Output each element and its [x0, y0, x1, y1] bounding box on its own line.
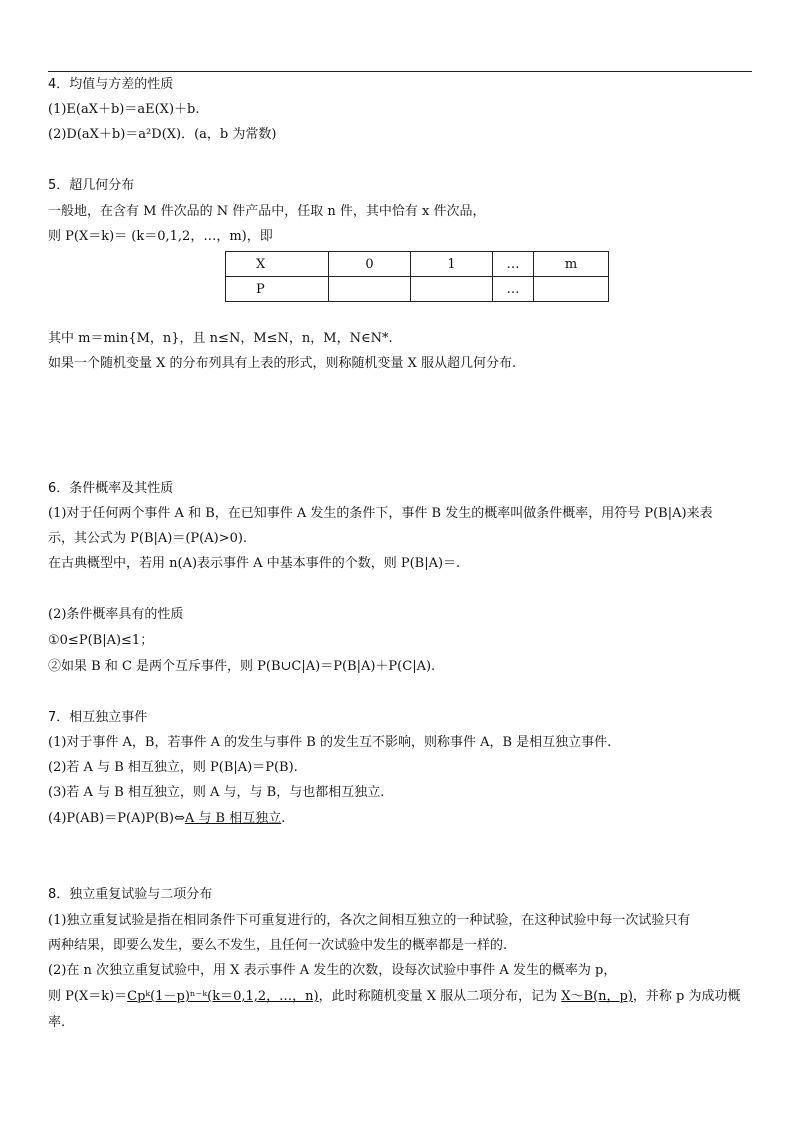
s6-line-5: ①0≤P(B|A)≤1；	[48, 633, 154, 648]
section-7-title: 7．相互独立事件	[48, 710, 148, 725]
s6-line-1: (1)对于任何两个事件 A 和 B，在已知事件 A 发生的条件下，事件 B 发生的概率叫做条件概率，用符号 P(B|A)来表	[48, 506, 713, 521]
table-cell	[329, 277, 411, 302]
distribution-table	[225, 251, 609, 302]
s8-line-2: 两种结果，即要么发生，要么不发生，且任何一次试验中发生的概率都是一样的.	[48, 938, 508, 953]
table-cell: …	[493, 277, 534, 302]
s7-line-4	[48, 810, 285, 828]
table-row	[226, 252, 609, 277]
s6-line-2: 示，其公式为 P(B|A)＝(P(A)>0).	[48, 531, 248, 546]
table-cell: P	[226, 277, 329, 302]
s5-line-2: 则 P(X＝k)＝ (k＝0,1,2，…，m)，即	[48, 229, 273, 244]
s5-line-4: 如果一个随机变量 X 的分布列具有上表的形式，则称随机变量 X 服从超几何分布.	[48, 356, 517, 371]
table-cell: 1	[411, 252, 493, 277]
s8-line-4-start: 则 P(X＝k)＝	[48, 989, 128, 1004]
s7-line-3: (3)若 A 与 B 相互独立，则 A 与，与 B，与也都相互独立.	[48, 785, 385, 800]
s7-line-1: (1)对于事件 A，B，若事件 A 的发生与事件 B 的发生互不影响，则称事件 A，B 是相互独立事件.	[48, 735, 612, 750]
section-4-title: 4．均值与方差的性质	[48, 77, 174, 92]
s5-line-3: 其中 m＝min{M，n}，且 n≤N，M≤N，n，M，N∈N*.	[48, 331, 393, 346]
table-cell: X	[226, 252, 329, 277]
section-5-title: 5．超几何分布	[48, 178, 135, 193]
table-row	[226, 277, 609, 302]
s6-line-4: (2)条件概率具有的性质	[48, 607, 184, 622]
s4-line-2: (2)D(aX＋b)＝a²D(X)．(a，b 为常数)	[48, 127, 277, 142]
s7-line-4-answer: A 与 B 相互独立	[184, 811, 282, 826]
s7-line-4-formula: (4)P(AB)＝P(A)P(B)⇔	[48, 811, 185, 826]
table-cell: …	[493, 252, 534, 277]
s7-line-4-end: .	[281, 811, 286, 826]
table-cell: 0	[329, 252, 411, 277]
table-cell: m	[534, 252, 609, 277]
s7-line-2: (2)若 A 与 B 相互独立，则 P(B|A)＝P(B).	[48, 760, 298, 775]
s4-line-1: (1)E(aX＋b)＝aE(X)＋b.	[48, 102, 200, 117]
s8-line-4-formula: Cpᵏ(1－p)ⁿ⁻ᵏ(k＝0,1,2，…，n)	[127, 989, 319, 1004]
s8-line-5: 率.	[48, 1015, 66, 1030]
s8-line-4-end: ，并称 p 为成功概	[632, 989, 741, 1004]
s6-line-6: ②如果 B 和 C 是两个互斥事件，则 P(B∪C|A)＝P(B|A)＋P(C|A).	[48, 659, 436, 674]
s8-line-4	[48, 988, 741, 1006]
s5-line-1: 一般地，在含有 M 件次品的 N 件产品中，任取 n 件，其中恰有 x 件次品，	[48, 204, 486, 219]
s6-line-3: 在古典概型中，若用 n(A)表示事件 A 中基本事件的个数，则 P(B|A)＝.	[48, 556, 461, 571]
s8-line-3: (2)在 n 次独立重复试验中，用 X 表示事件 A 发生的次数，设每次试验中事件 A 发生的概率为 p，	[48, 963, 617, 978]
s8-line-4-notation: X～B(n，p)	[561, 989, 633, 1004]
section-8-title: 8．独立重复试验与二项分布	[48, 887, 213, 902]
s8-line-4-mid: ，此时称随机变量 X 服从二项分布，记为	[318, 989, 562, 1004]
s8-line-1: (1)独立重复试验是指在相同条件下可重复进行的，各次之间相互独立的一种试验，在这种试验中每一次试验只有	[48, 913, 691, 928]
table-cell	[534, 277, 609, 302]
section-6-title: 6．条件概率及其性质	[48, 481, 174, 496]
header-rule	[48, 71, 752, 72]
table-cell	[411, 277, 493, 302]
